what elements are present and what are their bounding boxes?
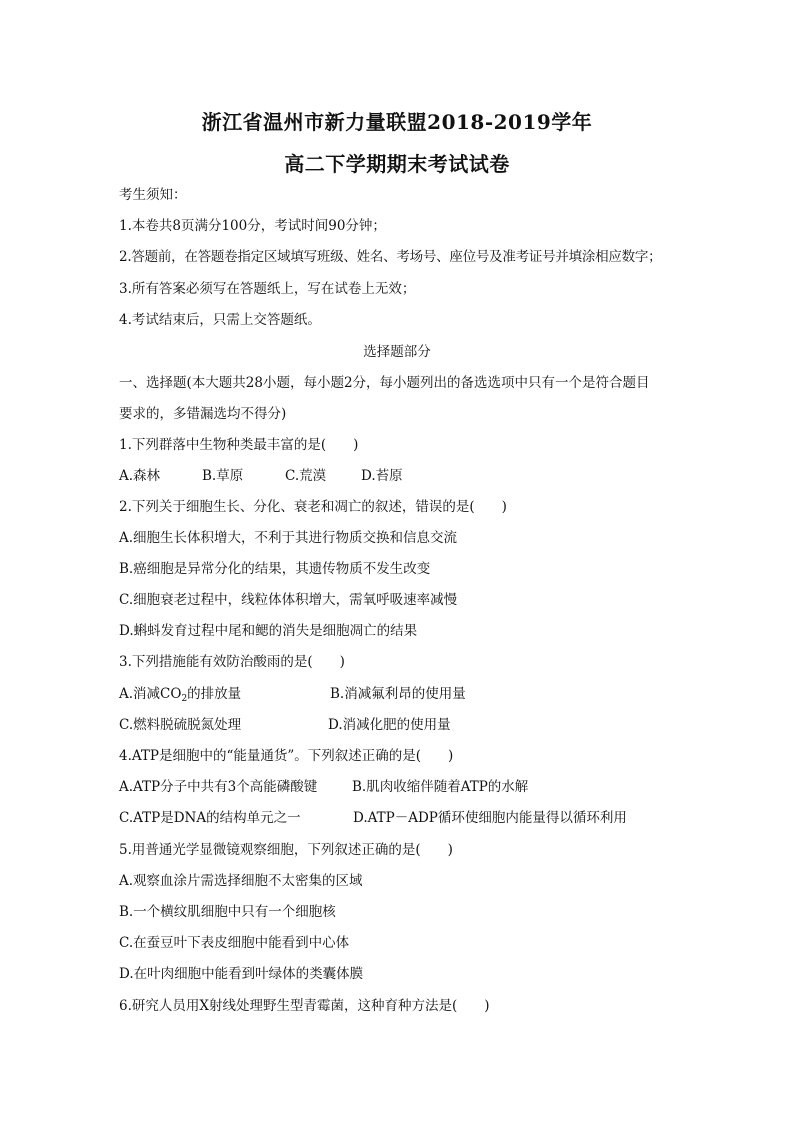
section-intro: 一、选择题(本大题共28小题，每小题2分，每小题列出的备选选项中只有一个是符合题目 [119,375,650,391]
option: B.肌肉收缩伴随着ATP的水解 [352,779,529,795]
question-options [119,809,627,827]
question-options [119,716,451,734]
option: A.观察血涂片需选择细胞不太密集的区域 [119,873,363,889]
question-stem: 4.ATP是细胞中的“能量通货”。下列叙述正确的是( ) [119,748,454,764]
option: C.荒漠 [285,468,327,484]
notice-heading: 考生须知： [119,187,187,203]
option: B.草原 [202,468,244,484]
option: D.苔原 [361,468,403,484]
option: A.ATP分子中共有3个高能磷酸键 [119,779,318,795]
option: C.燃料脱硫脱氮处理 [119,717,242,733]
notice-item: 4.考试结束后，只需上交答题纸。 [119,312,321,328]
option: A.消减$CO_2$的排放量 [119,686,242,704]
option: D.蝌蚪发育过程中尾和鳃的消失是细胞凋亡的结果 [119,623,418,639]
option: B.癌细胞是异常分化的结果，其遗传物质不发生改变 [119,561,431,577]
option: D.ATP－ADP循环使细胞内能量得以循环利用 [353,810,627,826]
question-stem: 1.下列群落中生物种类最丰富的是( ) [119,437,359,453]
notice-item: 1.本卷共8页满分100分，考试时间90分钟； [119,218,386,234]
notice-item: 3.所有答案必须写在答题纸上，写在试卷上无效； [119,281,416,297]
question-stem: 5.用普通光学显微镜观察细胞，下列叙述正确的是( ) [119,842,453,858]
question-options [119,778,528,796]
option: D.消减化肥的使用量 [328,717,451,733]
option: A.细胞生长体积增大，不利于其进行物质交换和信息交流 [119,530,458,546]
notice-item: 2.答题前，在答题卷指定区域填写班级、姓名、考场号、座位号及准考证号并填涂相应数字； [119,249,662,265]
option: C.细胞衰老过程中，线粒体体积增大，需氧呼吸速率减慢 [119,592,458,608]
section-title: 选择题部分 [363,344,431,360]
option: B.一个横纹肌细胞中只有一个细胞核 [119,904,336,920]
question-options [119,685,466,708]
question-stem: 6.研究人员用X射线处理野生型青霉菌，这种育种方法是( ) [119,998,490,1014]
exam-title: 浙江省温州市新力量联盟2018-2019学年 [201,110,593,134]
option: C.ATP是DNA的结构单元之一 [119,810,301,826]
option: A.森林 [119,468,161,484]
question-options [119,467,403,485]
section-intro: 要求的，多错漏选均不得分) [119,406,287,422]
exam-subtitle: 高二下学期期末考试试卷 [284,152,510,176]
question-stem: 2.下列关于细胞生长、分化、衰老和凋亡的叙述，错误的是( ) [119,499,507,515]
question-stem: 3.下列措施能有效防治酸雨的是( ) [119,654,345,670]
option: C.在蚕豆叶下表皮细胞中能看到中心体 [119,935,350,951]
option: B.消减氟利昂的使用量 [330,686,466,702]
option: D.在叶肉细胞中能看到叶绿体的类囊体膜 [119,966,364,982]
